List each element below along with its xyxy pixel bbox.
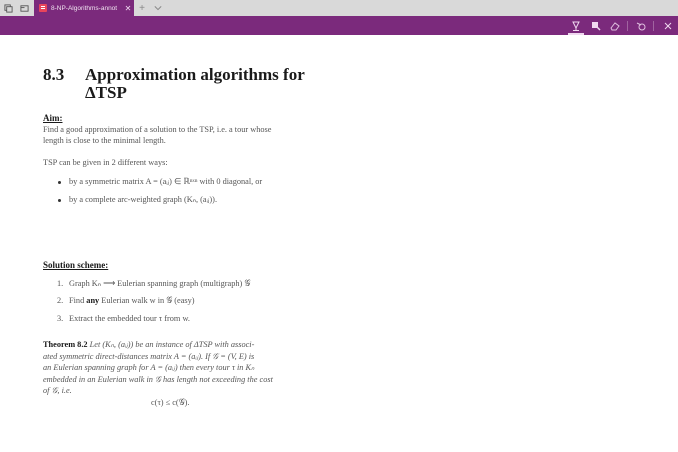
pdf-page xyxy=(0,35,678,452)
bullet-item: by a complete arc-weighted graph (Kₙ, (aᵢⱼ)). xyxy=(58,194,217,204)
solution-step: 3. Extract the embedded tour τ from w. xyxy=(57,314,190,323)
tabs-aside-icon xyxy=(20,4,29,13)
section-title-line1: Approximation algorithms for xyxy=(85,65,305,84)
tab-bar xyxy=(0,0,678,16)
theorem-formula: c(τ) ≤ c(𝒢). xyxy=(151,398,190,407)
tab-actions-icon xyxy=(4,4,13,13)
chevron-down-icon xyxy=(154,4,162,12)
solution-step: 1. Graph Kₙ ⟶ Eulerian spanning graph (multigraph) 𝒢 xyxy=(57,279,251,288)
tab-title: 8-NP-Algorithms-annot xyxy=(51,4,118,12)
aim-line1: Find a good approximation of a solution to the TSP, i.e. a tour whose xyxy=(43,125,272,134)
touch-writing-icon xyxy=(636,21,646,31)
exit-ink-button[interactable] xyxy=(659,17,677,34)
theorem-block: Theorem 8.2 Let (Kₙ, (aᵢⱼ)) be an instance of ΔTSP with associ- ated symmetric direct-distances matrix A = (aᵢⱼ). If 𝒢 = (V, E) is an Eulerian spanning graph for A = (aᵢⱼ) then every tour τ in Kₙ embedded in an Eulerian walk in 𝒢 has length not exceeding the cost of 𝒢, i.e. xyxy=(43,340,273,395)
aim-line2: length is close to the minimal length. xyxy=(43,136,166,145)
bullet-dot xyxy=(58,181,61,184)
toolbar-divider xyxy=(627,21,628,31)
draw-tool-button[interactable] xyxy=(567,17,585,34)
aim-heading: Aim: xyxy=(43,113,63,123)
toolbar-divider xyxy=(653,21,654,31)
pdf-icon xyxy=(39,4,47,12)
new-tab-button[interactable]: + xyxy=(139,2,145,14)
solution-heading: Solution scheme: xyxy=(43,260,109,270)
pen-icon xyxy=(571,21,581,31)
highlight-tool-button[interactable] xyxy=(587,17,605,34)
section-title xyxy=(43,66,305,102)
bullet-dot xyxy=(58,199,61,202)
close-icon xyxy=(663,21,673,31)
solution-step: 2. Find any Eulerian walk w in 𝒢 (easy) xyxy=(57,296,195,305)
touch-writing-button[interactable] xyxy=(632,17,650,34)
bullet-item: by a symmetric matrix A = (aᵢⱼ) ∈ ℝⁿˣⁿ with 0 diagonal, or xyxy=(58,176,262,186)
eraser-icon xyxy=(610,21,620,31)
erase-tool-button[interactable] xyxy=(606,17,624,34)
section-title-line2: ΔTSP xyxy=(85,83,127,102)
tab-close-button[interactable]: ✕ xyxy=(124,3,132,13)
active-tab[interactable] xyxy=(34,0,134,16)
tab-actions-button[interactable] xyxy=(0,0,16,16)
set-tabs-aside-button[interactable] xyxy=(16,0,32,16)
highlighter-icon xyxy=(591,21,601,31)
ink-toolbar xyxy=(0,16,678,35)
tab-preview-button[interactable] xyxy=(150,0,166,16)
section-number: 8.3 xyxy=(43,65,65,84)
ways-intro: TSP can be given in 2 different ways: xyxy=(43,158,168,167)
theorem-label: Theorem 8.2 xyxy=(43,340,88,349)
